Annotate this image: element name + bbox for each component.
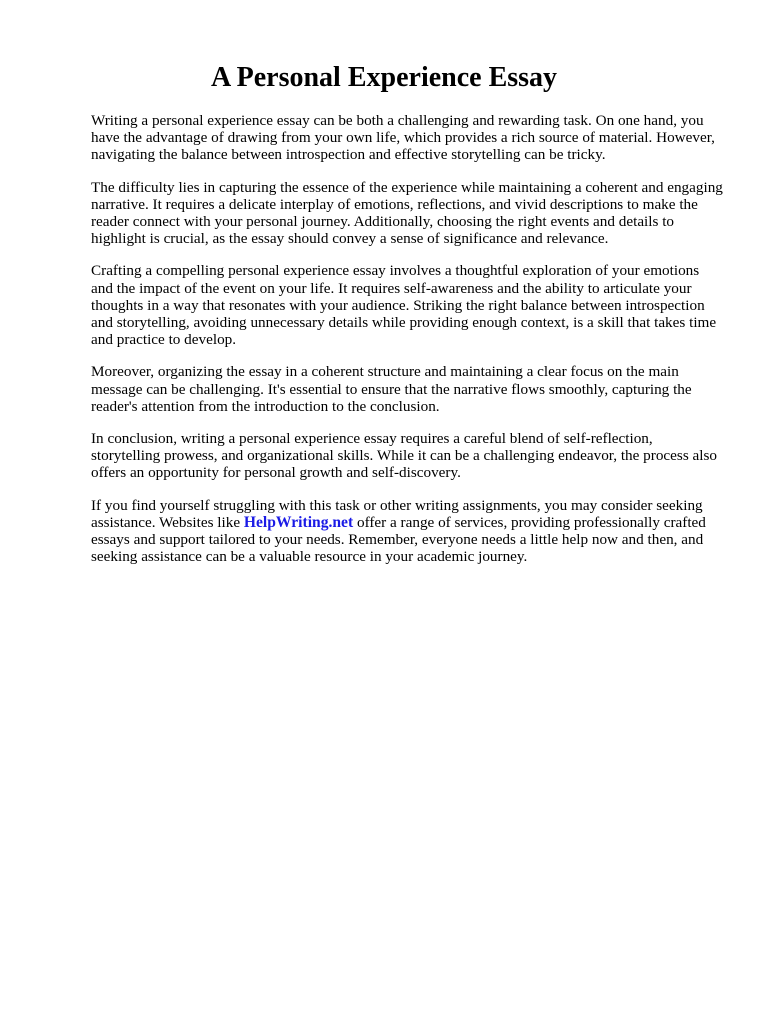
paragraph-1: Writing a personal experience essay can be both a challenging and rewarding task. On one hand, you have the advantage of drawing from your own life, which provides a rich source of material. However, navigating the balance between introspection and effective storytelling can be tricky. (91, 112, 715, 164)
paragraph-6 (91, 497, 723, 566)
helpwriting-link[interactable]: HelpWriting.net (243, 513, 354, 531)
paragraph-6-rest: offer a range of services, providing professionally crafted essays and support tailored to your needs. Remember, everyone needs a little help now and then, and seeking assistance can be a valuable resource in your academic journey. (91, 513, 706, 566)
paragraph-4: Moreover, organizing the essay in a coherent structure and maintaining a clear focus on the main message can be challenging. It's essential to ensure that the narrative flows smoothly, capturing the reader's attention from the introduction to the conclusion. (91, 363, 692, 415)
essay-body (91, 112, 723, 580)
page-title: A Personal Experience Essay (210, 62, 558, 93)
paragraph-3: Crafting a compelling personal experience essay involves a thoughtful exploration of your emotions and the impact of the event on your life. It requires self-awareness and the ability to articulate your thoughts in a way that resonates with your audience. Striking the right balance between introspection and storytelling, avoiding unnecessary details while providing enough context, is a skill that takes time and practice to develop. (91, 262, 717, 349)
paragraph-2: The difficulty lies in capturing the essence of the experience while maintaining a coherent and engaging narrative. It requires a delicate interplay of emotions, reflections, and vivid descriptions to make the reader connect with your personal journey. Additionally, choosing the right events and details to highlight is crucial, as the essay should convey a sense of significance and relevance. (91, 178, 723, 248)
paragraph-6-intro: If you find yourself struggling with this task or other writing assignments, you may consider seeking assistance. Websites like (91, 496, 703, 531)
paragraph-5: In conclusion, writing a personal experience essay requires a careful blend of self-reflection, storytelling prowess, and organizational skills. While it can be a challenging endeavor, the process also offers an opportunity for personal growth and self-discovery. (91, 430, 717, 482)
